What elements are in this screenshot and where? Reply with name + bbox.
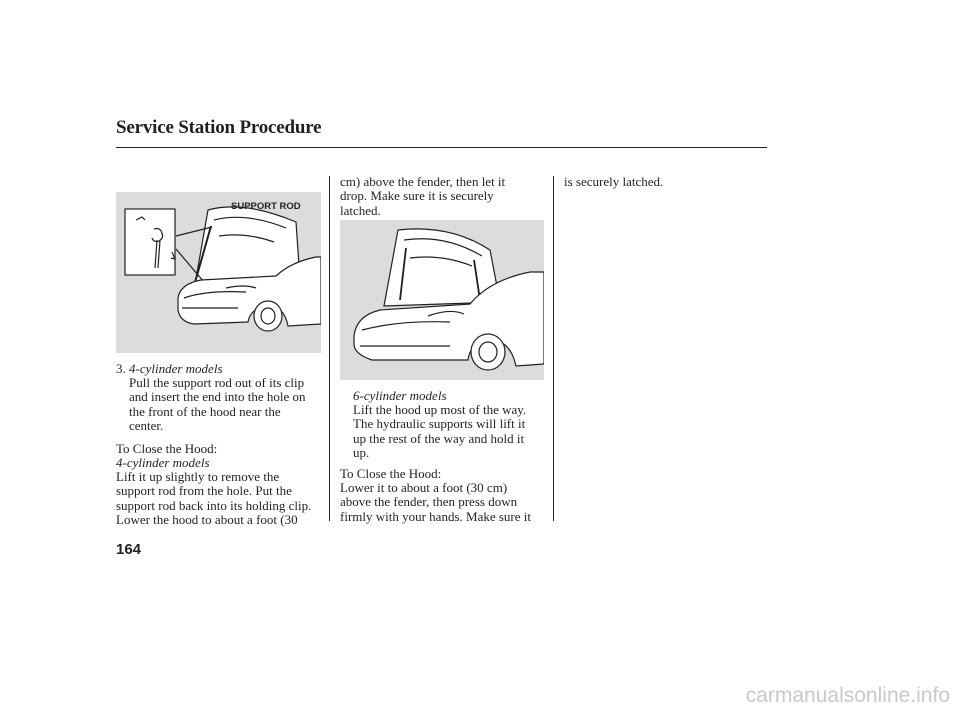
close-hood-paragraph-4cyl bbox=[116, 470, 311, 528]
text-line: support rod back into its holding clip. bbox=[116, 497, 312, 513]
section-title: Service Station Procedure bbox=[116, 117, 322, 138]
text-line: center. bbox=[129, 418, 164, 434]
text-line: Lower it to about a foot (30 cm) bbox=[340, 480, 508, 495]
figure-support-rod bbox=[116, 192, 321, 353]
step-number: 3. bbox=[116, 361, 126, 376]
car-hood-illustration-6cyl bbox=[340, 220, 544, 380]
text-line: cm) above the fender, then let it bbox=[340, 174, 506, 189]
close-hood-paragraph-6cyl bbox=[340, 481, 531, 524]
close-hood-heading-1: To Close the Hood: bbox=[116, 441, 218, 456]
figure-hydraulic-supports bbox=[340, 220, 544, 380]
text-line: Lower the hood to about a foot (30 bbox=[116, 512, 298, 528]
text-line: and insert the end into the hole on bbox=[129, 389, 306, 405]
continued-paragraph bbox=[340, 175, 505, 218]
text-line: up the rest of the way and hold it bbox=[353, 430, 525, 446]
text-line: Lift it up slightly to remove the bbox=[116, 469, 280, 484]
support-rod-inset bbox=[125, 209, 175, 275]
car-hood-illustration-4cyl bbox=[116, 192, 321, 353]
text-line: Pull the support rod out of its clip bbox=[129, 375, 305, 390]
text-line: above the fender, then press down bbox=[340, 494, 518, 510]
close-hood-heading-2: To Close the Hood: bbox=[340, 466, 442, 481]
column-divider-left bbox=[329, 176, 330, 521]
column-divider-right bbox=[553, 176, 554, 521]
text-line: firmly with your hands. Make sure it bbox=[340, 508, 531, 524]
watermark[interactable]: carmanualsonline.info bbox=[745, 684, 950, 707]
front-wheel-6cyl bbox=[471, 334, 505, 370]
text-line: the front of the hood near the bbox=[129, 403, 281, 419]
front-wheel bbox=[254, 301, 282, 331]
step-paragraph bbox=[129, 376, 306, 434]
text-line: latched. bbox=[340, 202, 381, 218]
step-heading: 4-cylinder models bbox=[129, 361, 223, 376]
continued-paragraph-col3: is securely latched. bbox=[564, 174, 664, 189]
figure-heading-6cyl: 6-cylinder models bbox=[353, 388, 447, 403]
text-line: up. bbox=[353, 445, 370, 461]
text-line: drop. Make sure it is securely bbox=[340, 188, 494, 204]
close-hood-subheading-4cyl: 4-cylinder models bbox=[116, 455, 210, 470]
text-line: The hydraulic supports will lift it bbox=[353, 416, 526, 432]
lift-hood-paragraph bbox=[353, 403, 526, 461]
text-line: support rod from the hole. Put the bbox=[116, 483, 292, 499]
text-line: Lift the hood up most of the way. bbox=[353, 402, 527, 417]
header-rule bbox=[116, 147, 767, 148]
page-number: 164 bbox=[116, 541, 142, 558]
support-rod-label: SUPPORT ROD bbox=[231, 201, 301, 212]
